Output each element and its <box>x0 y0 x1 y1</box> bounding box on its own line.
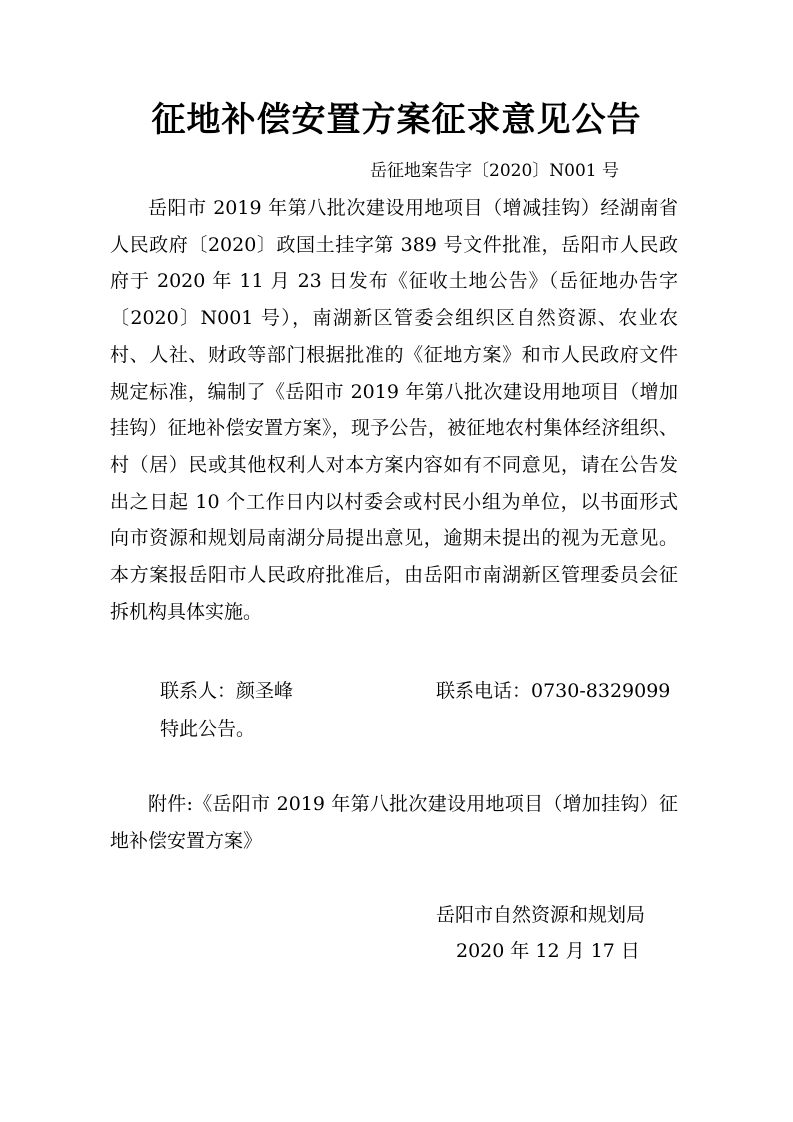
contact-line <box>110 676 678 706</box>
body-paragraph: 岳阳市 2019 年第八批次建设用地项目（增减挂钩）经湖南省人民政府〔2020〕政国土挂字第 389 号文件批准，岳阳市人民政府于 2020 年 11 月 23 日发布《征收土地公告》（岳征地办告字〔2020〕N001 号），南湖新区管委会组织区自然资源、农业农村、人社、财政等部门根据批准的《征地方案》和市人民政府文件规定标准，编制了《岳阳市 2019 年第八批次建设用地项目（增加挂钩）征地补偿安置方案》，现予公告，被征地农村集体经济组织、村（居）民或其他权利人对本方案内容如有不同意见，请在公告发出之日起 10 个工作日内以村委会或村民小组为单位，以书面形式向市资源和规划局南湖分局提出意见，逾期未提出的视为无意见。本方案报岳阳市人民政府批准后，由岳阳市南湖新区管理委员会征拆机构具体实施。 <box>110 197 678 623</box>
contact-phone: 联系电话：0730-8329099 <box>436 680 671 702</box>
document-title: 征地补偿安置方案征求意见公告 <box>151 100 642 140</box>
issuing-authority: 岳阳市自然资源和规划局 <box>436 904 646 926</box>
issue-date: 2020 年 12 月 17 日 <box>456 940 640 962</box>
contact-person: 联系人：颜圣峰 <box>160 680 294 702</box>
closing-statement: 特此公告。 <box>160 718 256 740</box>
document-number: 岳征地案告字〔2020〕N001 号 <box>370 161 619 181</box>
attachment-note: 附件:《岳阳市 2019 年第八批次建设用地项目（增加挂钩）征地补偿安置方案》 <box>110 793 678 852</box>
